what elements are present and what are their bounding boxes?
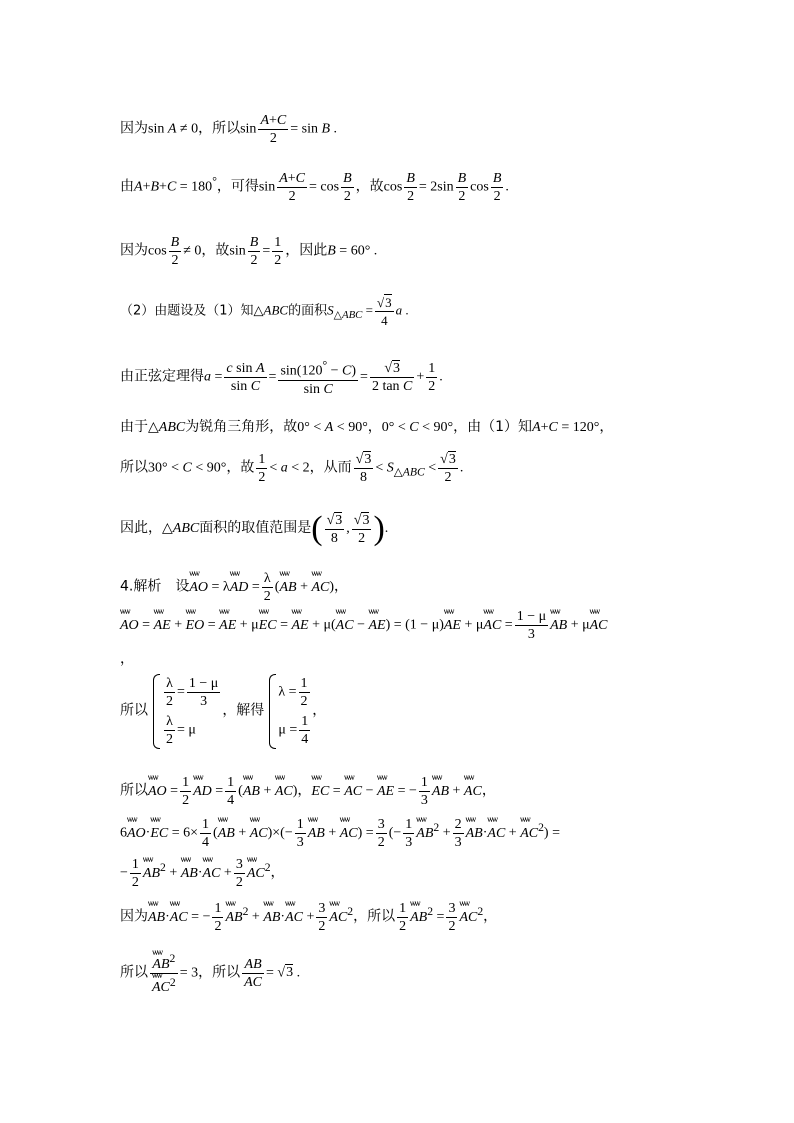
fraction: $\frac{B}{2}$ [170, 235, 180, 268]
fraction: $\frac{\lambda}{2}$ [166, 676, 173, 709]
fraction: $\frac{√3}{8}$ [355, 452, 372, 485]
text-suoyi: 所以 [212, 120, 241, 137]
fraction: $\frac{B}{2}$ [406, 171, 415, 204]
fraction: $\frac{B}{2}$ [457, 171, 467, 204]
fraction: $\frac{A+C}{2}$ [279, 171, 306, 204]
fraction: $\frac{B}{2}$ [492, 171, 502, 204]
text-jiexi: 4.解析 设 [120, 578, 190, 595]
fraction: $\frac{√3}{\text{2 tan C}}$ [371, 360, 413, 394]
fraction: $\frac{√3}{4}$ [377, 295, 392, 328]
text-comma: ， [120, 651, 134, 667]
text-yinwei: 因为 [120, 908, 148, 925]
fraction: $\frac{1}{3}$ [420, 775, 428, 808]
fraction: $\frac{1}{2}$ [214, 901, 222, 934]
equation-system: $\frac{\lambda}{2}$ = $\frac{1 - \mu}{3}$ $\frac{\lambda}{2}$ = μ [150, 672, 222, 751]
fraction: $\frac{1}{4}$ [301, 714, 309, 747]
fraction: $\frac{√3}{2}$ [440, 452, 456, 485]
fraction: $\frac{1}{2}$ [300, 676, 308, 709]
text-youyu: 由于 [120, 419, 148, 435]
equation-system: λ = $\frac{1}{2}$ μ = $\frac{1}{4}$ [266, 672, 312, 751]
fraction: $\frac{1 - \mu}{3}$ [516, 609, 547, 642]
comma: ， [481, 782, 496, 799]
fraction: $\frac{2}{3}$ [454, 817, 462, 850]
text-mianji: 的面积 [288, 303, 328, 319]
fraction: $\frac{B}{2}$ [343, 171, 352, 204]
line-8: 因此，△ABC面积的取值范围是( $\frac{√3}{8}$ , $\frac{√3}{2}$ ). [120, 510, 389, 547]
fraction: $\frac{\sin(120^\circ - C)}{\text{sin C}}$ [280, 359, 357, 397]
fraction: $\frac{3}{2}$ [318, 901, 326, 934]
comma: ， [599, 419, 614, 435]
text-yinciq: 因此， [120, 520, 162, 537]
line-1: 因为sin A ≠ 0，所以sin $\frac{A+C}{2}$ = sin B . [120, 113, 338, 146]
fraction: $\frac{\lambda}{2}$ [166, 714, 173, 747]
comma: ， [367, 419, 382, 435]
comma: ， [334, 578, 349, 595]
line-3: 因为cos $\frac{B}{2}$ ≠ 0，故sin $\frac{B}{2}$ = $\frac{1}{2}$ ，因此B = 60° . [120, 235, 378, 268]
line-14: 6ѡѡ AO·ѡѡ EC = 6× $\frac{1}{4}$ (ѡѡ AB + ѡѡ AC)×(− $\frac{1}{3}$ ѡѡ AB + ѡѡ AC) = $\frac{3}{2}$ (− $\frac{1}{3}$ ѡѡ $AB^2$ + $\frac{2}{3}$ ѡѡ AB·ѡѡ AC + ѡѡ $AC^2$) = [120, 816, 560, 851]
fraction: $\frac{3}{2}$ [377, 817, 385, 850]
fraction: $\frac{1}{2}$ [131, 857, 139, 890]
comma: ， [483, 908, 498, 925]
text-suoyi: 所以 [120, 459, 148, 476]
text-yinci: ，因此 [285, 242, 328, 259]
text-kede: ，可得 [216, 178, 259, 195]
fraction: $\frac{B}{2}$ [249, 235, 259, 268]
text-ruijiao: 为锐角三角形，故 [185, 419, 298, 435]
fraction: $\frac{1}{4}$ [227, 775, 235, 808]
fraction: $\frac{3}{2}$ [448, 901, 456, 934]
line-2: 由A+B+C = 180°，可得sin $\frac{A+C}{2}$ = cos $\frac{B}{2}$ ，故cos $\frac{B}{2}$ = 2sin $\frac{B}{2}$ cos $\frac{B}{2}$ . [120, 171, 509, 204]
line-10: ѡѡ AO = ѡѡ AE + ѡѡ EO = ѡѡ AE + μѡѡ EC = ѡѡ AE + μ(ѡѡ AC − ѡѡ AE) = (1 − μ)ѡѡ AE + μѡѡ AC = $\frac{1 - \mu}{3}$ ѡѡ AB + μѡѡ AC [120, 608, 608, 643]
fraction: $\frac{1}{2}$ [428, 360, 436, 394]
text-fanwei: 面积的取值范围是 [199, 520, 312, 537]
line-6: 由于△ABC为锐角三角形，故0° < A < 90°，0° < C < 90°，由（1）知A+C = 120°， [120, 419, 614, 435]
comma: ， [270, 864, 285, 881]
fraction: $\frac{\text{c sin A}}{\text{sin C}}$ [226, 360, 265, 394]
text-yinwei: 因为 [120, 242, 148, 259]
fraction: $\frac{1}{2}$ [258, 452, 266, 485]
fraction: $\frac{1}{2}$ [399, 901, 407, 934]
comma: ， [198, 120, 213, 137]
line-17: 所以 ѡѡ $AB^2$ ѡѡ $AC^2$ = 3，所以 $\frac{AB}{AC}$ = √3 . [120, 950, 300, 996]
text-zhengxian: 由正弦定理得 [120, 368, 204, 385]
line-13: 所以ѡѡ AO = $\frac{1}{2}$ ѡѡ AD = $\frac{1}{4}$ (ѡѡ AB + ѡѡ AC)，ѡѡ EC = ѡѡ AC − ѡѡ AE = − $\frac{1}{3}$ ѡѡ AB + ѡѡ AC， [120, 774, 496, 809]
fraction: $\frac{A+C}{2}$ [260, 113, 287, 146]
fraction: $\frac{1}{2}$ [274, 235, 282, 268]
fraction: $\frac{√3}{2}$ [353, 512, 370, 546]
fraction: $\frac{1 - \mu}{3}$ [188, 676, 219, 709]
text-suoyi: 所以 [120, 782, 148, 799]
comma: ， [297, 782, 312, 799]
text-jiede: ，解得 [222, 702, 265, 719]
text-suoyi: 所以 [120, 964, 148, 981]
line-11 [120, 648, 134, 668]
fraction: $\frac{1}{4}$ [202, 817, 210, 850]
text-part2: （2）由题设及（1）知 [120, 303, 254, 319]
text-gu: ，故 [226, 459, 255, 476]
text-you: 由 [120, 178, 134, 195]
line-12 [120, 672, 326, 751]
text-you1zhi: ，由（1）知 [453, 419, 533, 435]
fraction: $\frac{1}{2}$ [182, 775, 190, 808]
comma: ， [312, 702, 327, 719]
fraction: $\frac{3}{2}$ [235, 857, 243, 890]
text-suoyi: ，所以 [353, 908, 396, 925]
fraction: $\frac{\lambda}{2}$ [263, 571, 271, 604]
line-15: − $\frac{1}{2}$ ѡѡ $AB^2$ + ѡѡ AB·ѡѡ AC + $\frac{3}{2}$ ѡѡ $AC^2$， [120, 856, 285, 891]
text-yinwei: 因为 [120, 120, 148, 137]
line-4: （2）由题设及（1）知△ABC的面积$S_{\triangle ABC}$ = $\frac{√3}{4}$ a . [120, 295, 409, 328]
line-5: 由正弦定理得a = $\frac{\text{c sin A}}{\text{sin C}}$ = $\frac{\sin(120^\circ - C)}{\text{sin C}}$ = $\frac{√3}{\text{2 tan C}}$ + $\frac{1}{2}$ . [120, 359, 443, 397]
text-gu: ，故 [201, 242, 230, 259]
text-suoyi: ，所以 [198, 964, 241, 981]
fraction: $\frac{1}{3}$ [405, 817, 413, 850]
fraction: ѡѡ $AB^2$ ѡѡ $AC^2$ [150, 950, 178, 996]
line-9: 4.解析 设ѡѡ AO = λѡѡ AD = $\frac{\lambda}{2}$ (ѡѡ AB + ѡѡ AC)， [120, 570, 348, 605]
line-16: 因为ѡѡ AB·ѡѡ AC = − $\frac{1}{2}$ ѡѡ $AB^2$ + ѡѡ AB·ѡѡ AC + $\frac{3}{2}$ ѡѡ $AC^2$，所以 $\frac{1}{2}$ ѡѡ $AB^2$ = $\frac{3}{2}$ ѡѡ $AC^2$， [120, 900, 497, 935]
line-7: 所以30° < C < 90°，故 $\frac{1}{2}$ < a < 2，从而 $\frac{√3}{8}$ < $S_{\triangle ABC}$ < $\frac{√3}{2}$ . [120, 452, 464, 485]
text-congr: ，从而 [309, 459, 352, 476]
fraction: $\frac{√3}{8}$ [326, 512, 343, 546]
fraction: $\frac{AB}{AC}$ [244, 956, 263, 990]
text-gu: ，故 [355, 178, 384, 195]
text-suoyi: 所以 [120, 702, 148, 719]
fraction: $\frac{1}{3}$ [296, 817, 304, 850]
